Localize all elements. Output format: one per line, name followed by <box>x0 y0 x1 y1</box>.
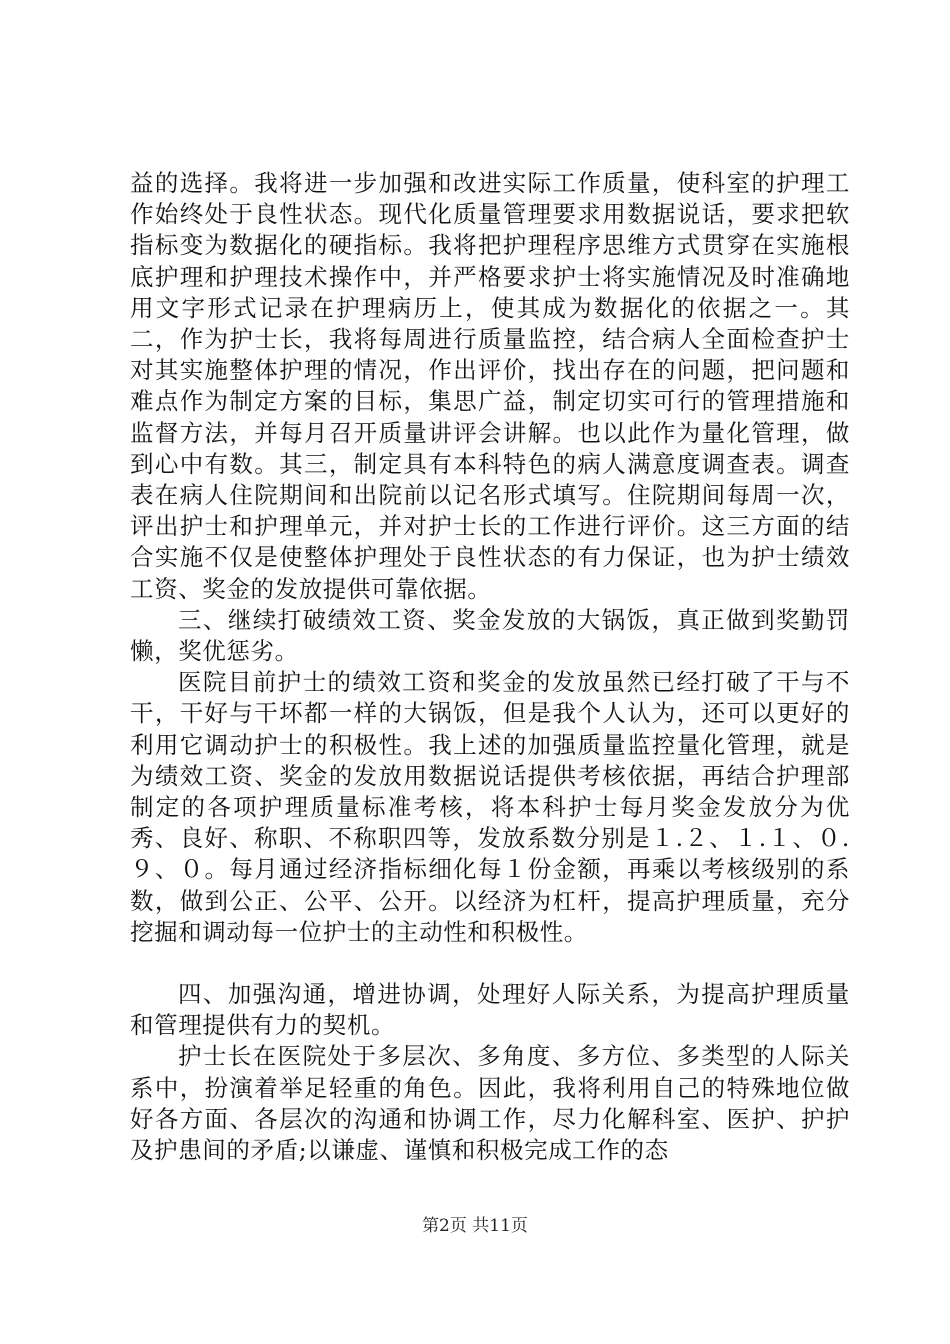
document-body <box>130 168 850 1166</box>
paragraph-bonus-distribution: 医院目前护士的绩效工资和奖金的发放虽然已经打破了干与不干，干好与干坏都一样的大锅饭，但是我个人认为，还可以更好的利用它调动护士的积极性。我上述的加强质量监控量化管理，就是为绩效工资、奖金的发放用数据说话提供考核依据，再结合护理部制定的各项护理质量标准考核，将本科护士每月奖金发放分为优秀、良好、称职、不称职四等，发放系数分别是１.２、１.１、０.９、０。每月通过经济指标细化每１份金额，再乘以考核级别的系数，做到公正、公平、公开。以经济为杠杆，提高护理质量，充分挖掘和调动每一位护士的主动性和积极性。 <box>130 668 850 946</box>
paragraph-continuation: 益的选择。我将进一步加强和改进实际工作质量，使科室的护理工作始终处于良性状态。现代化质量管理要求用数据说话，要求把软指标变为数据化的硬指标。我将把护理程序思维方式贯穿在实施根底护理和护理技术操作中，并严格要求护士将实施情况及时准确地用文字形式记录在护理病历上，使其成为数据化的依据之一。其二，作为护士长，我将每周进行质量监控，结合病人全面检查护士对其实施整体护理的情况，作出评价，找出存在的问题，把问题和难点作为制定方案的目标，集思广益，制定切实可行的管理措施和监督方法，并每月召开质量讲评会讲解。也以此作为量化管理，做到心中有数。其三，制定具有本科特色的病人满意度调查表。调查表在病人住院期间和出院前以记名形式填写。住院期间每周一次，评出护士和护理单元，并对护士长的工作进行评价。这三方面的结合实施不仅是使整体护理处于良性状态的有力保证，也为护士绩效工资、奖金的发放提供可靠依据。 <box>130 169 850 603</box>
page-number-footer: 第2页 共11页 <box>422 1216 528 1236</box>
section-heading-three: 三、继续打破绩效工资、奖金发放的大锅饭，真正做到奖勤罚懒，奖优惩劣。 <box>130 605 850 666</box>
paragraph-spacer <box>130 948 850 979</box>
paragraph-communication: 护士长在医院处于多层次、多角度、多方位、多类型的人际关系中，扮演着举足轻重的角色。因此，我将利用自己的特殊地位做好各方面、各层次的沟通和协调工作，尽力化解科室、医护、护护及护患间的矛盾;以谦虚、谨慎和积极完成工作的态 <box>130 1042 850 1165</box>
section-heading-four: 四、加强沟通，增进协调，处理好人际关系，为提高护理质量和管理提供有力的契机。 <box>130 980 850 1040</box>
